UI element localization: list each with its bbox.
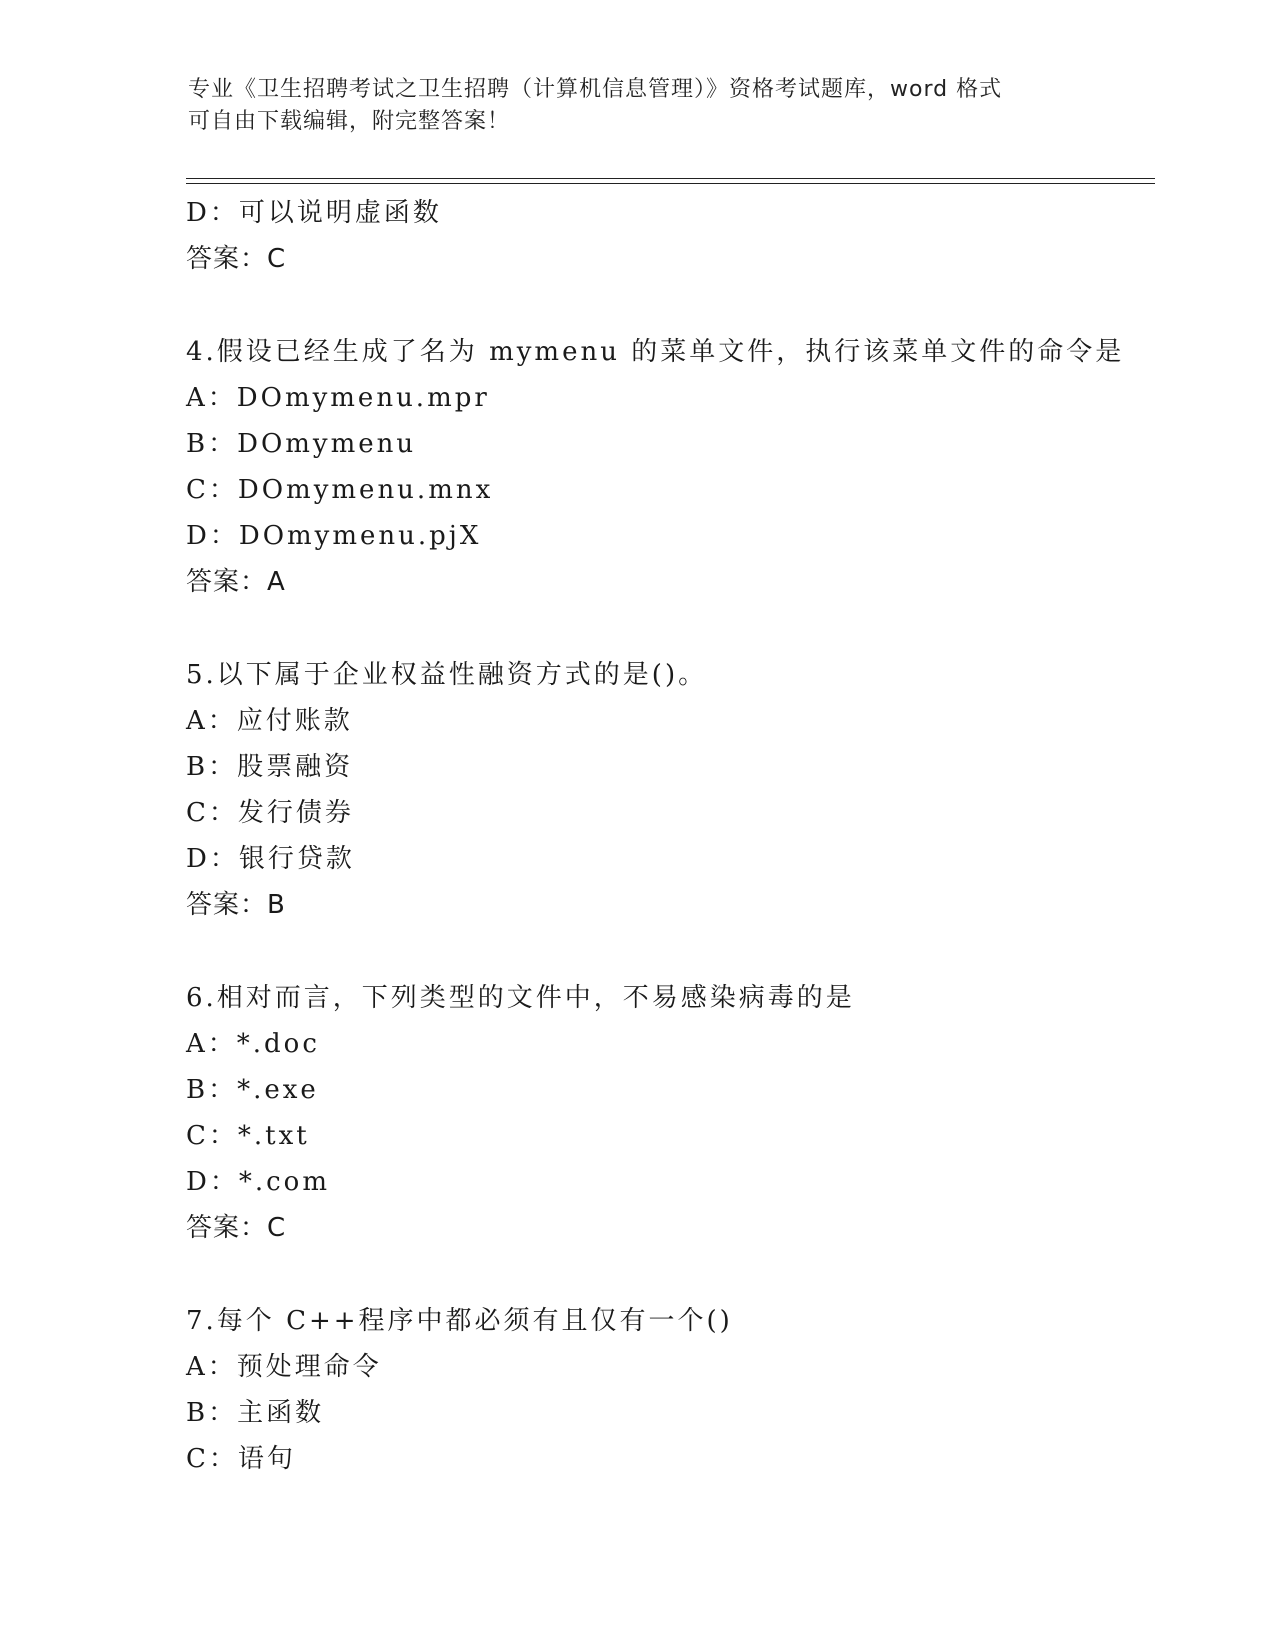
question-6	[186, 975, 1166, 1251]
q3-answer: 答案：C	[186, 244, 287, 274]
q5-option-c: C：发行债券	[186, 798, 354, 828]
header-line-1: 专业《卫生招聘考试之卫生招聘（计算机信息管理）》资格考试题库，word 格式	[188, 77, 1003, 102]
q4-option-b: B：DOmymenu	[186, 429, 417, 459]
question-5	[186, 652, 1166, 928]
q7-option-a: A：预处理命令	[186, 1352, 382, 1382]
question-3-tail	[186, 190, 1166, 282]
q6-option-a: A：*.doc	[186, 1029, 320, 1059]
q6-stem: 6.相对而言，下列类型的文件中，不易感染病毒的是	[186, 983, 855, 1013]
q5-option-b: B：股票融资	[186, 752, 354, 782]
q5-option-a: A：应付账款	[186, 706, 353, 736]
q4-option-d: D：DOmymenu.pjX	[186, 521, 482, 551]
q6-option-c: C：*.txt	[186, 1121, 310, 1151]
question-4	[186, 329, 1166, 605]
q4-option-a: A：DOmymenu.mpr	[186, 383, 490, 413]
q5-option-d: D：银行贷款	[186, 844, 355, 874]
q7-option-c: C：语句	[186, 1444, 296, 1474]
question-7	[186, 1298, 1166, 1482]
question-list	[186, 190, 1166, 1482]
q3-option-d: D：可以说明虚函数	[186, 198, 442, 228]
q5-stem: 5.以下属于企业权益性融资方式的是()。	[186, 660, 708, 690]
q4-stem: 4.假设已经生成了名为 mymenu 的菜单文件，执行该菜单文件的命令是	[186, 337, 1125, 367]
q7-stem: 7.每个 C++程序中都必须有且仅有一个()	[186, 1306, 733, 1336]
header-rule-top	[186, 178, 1155, 179]
document-header	[188, 74, 1088, 138]
q5-answer: 答案：B	[186, 890, 286, 920]
q6-option-d: D：*.com	[186, 1167, 330, 1197]
q7-option-b: B：主函数	[186, 1398, 325, 1428]
q6-option-b: B：*.exe	[186, 1075, 319, 1105]
header-line-2: 可自由下载编辑，附完整答案！	[188, 109, 511, 134]
header-rule-bottom	[186, 183, 1155, 184]
q4-answer: 答案：A	[186, 567, 286, 597]
q4-option-c: C：DOmymenu.mnx	[186, 475, 494, 505]
q6-answer: 答案：C	[186, 1213, 287, 1243]
